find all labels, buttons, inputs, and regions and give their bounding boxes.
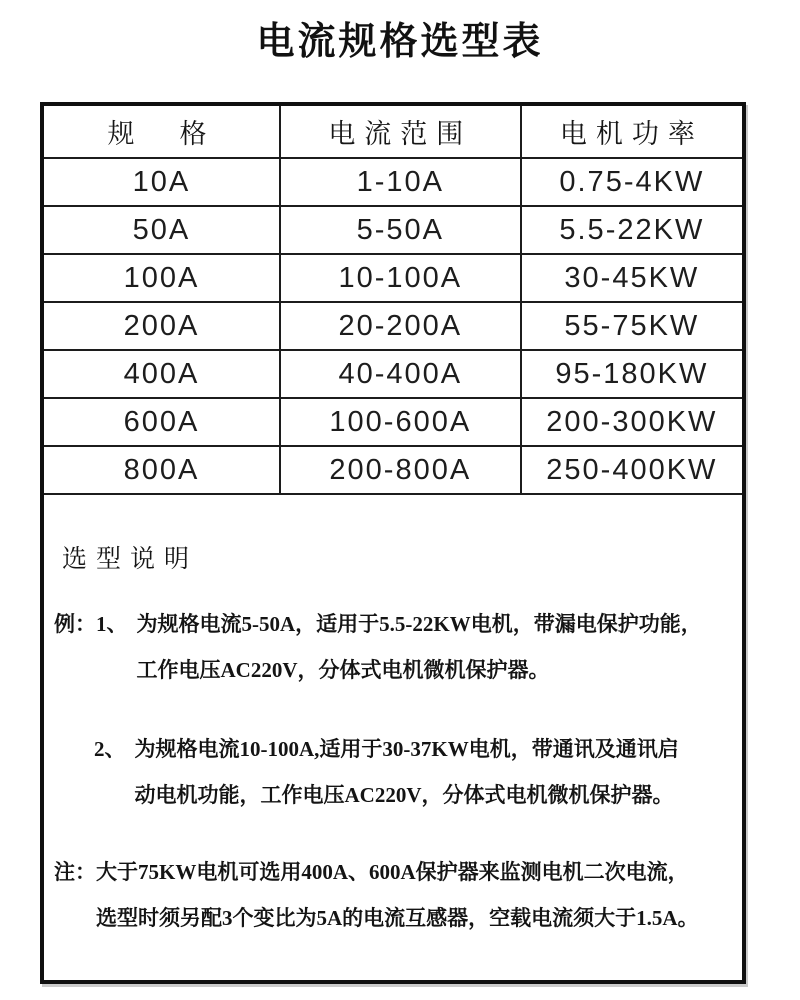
spec-cell: 800A	[44, 446, 280, 494]
table-row	[44, 206, 742, 254]
power-cell: 55-75KW	[521, 302, 742, 350]
table-row	[44, 350, 742, 398]
note-label: 注：	[54, 860, 96, 884]
power-cell: 30-45KW	[521, 254, 742, 302]
column-header-spec: 规 格	[44, 106, 280, 158]
power-cell: 5.5-22KW	[521, 206, 742, 254]
current-cell: 200-800A	[280, 446, 521, 494]
spec-table	[44, 106, 742, 495]
table-header	[44, 106, 742, 158]
table-row	[44, 446, 742, 494]
note-item	[54, 849, 730, 941]
example-item-2	[54, 726, 730, 818]
spec-cell: 50A	[44, 206, 280, 254]
column-header-power: 电机功率	[521, 106, 742, 158]
spec-cell: 100A	[44, 254, 280, 302]
spec-cell: 10A	[44, 158, 280, 206]
table-row	[44, 158, 742, 206]
content-box	[40, 102, 746, 984]
header-row	[44, 106, 742, 158]
power-cell: 200-300KW	[521, 398, 742, 446]
power-cell: 250-400KW	[521, 446, 742, 494]
page-title: 电流规格选型表	[256, 21, 544, 63]
example-2-text	[135, 726, 679, 818]
table-row	[44, 254, 742, 302]
table-row	[44, 302, 742, 350]
example-2-number: 2、	[94, 737, 126, 761]
example-1-number: 1、	[96, 612, 128, 636]
current-cell: 10-100A	[280, 254, 521, 302]
examples-label: 例：	[54, 612, 96, 636]
current-cell: 1-10A	[280, 158, 521, 206]
current-cell: 20-200A	[280, 302, 521, 350]
spec-cell: 600A	[44, 398, 280, 446]
notes-section-title: 选型说明	[62, 545, 199, 573]
power-cell: 95-180KW	[521, 350, 742, 398]
selection-notes-section	[44, 539, 742, 941]
column-header-current: 电流范围	[280, 106, 521, 158]
example-2-line-1: 为规格电流10-100A,适用于30-37KW电机，带通讯及通讯启	[134, 737, 679, 761]
example-1-text	[137, 601, 702, 693]
table-body	[44, 158, 742, 494]
spec-cell: 200A	[44, 302, 280, 350]
example-1-line-2: 工作电压AC220V，分体式电机微机保护器。	[136, 658, 550, 682]
example-item-1	[54, 601, 730, 693]
example-1-line-1: 为规格电流5-50A，适用于5.5-22KW电机，带漏电保护功能，	[136, 612, 702, 636]
example-2-line-2: 动电机功能，工作电压AC220V，分体式电机微机保护器。	[134, 783, 674, 807]
current-cell: 100-600A	[280, 398, 521, 446]
current-cell: 40-400A	[280, 350, 521, 398]
note-line-2: 选型时须另配3个变比为5A的电流互感器，空载电流须大于1.5A。	[96, 906, 699, 930]
current-cell: 5-50A	[280, 206, 521, 254]
power-cell: 0.75-4KW	[521, 158, 742, 206]
table-row	[44, 398, 742, 446]
spec-cell: 400A	[44, 350, 280, 398]
note-line-1: 大于75KW电机可选用400A、600A保护器来监测电机二次电流，	[96, 860, 689, 884]
note-text	[96, 849, 699, 941]
